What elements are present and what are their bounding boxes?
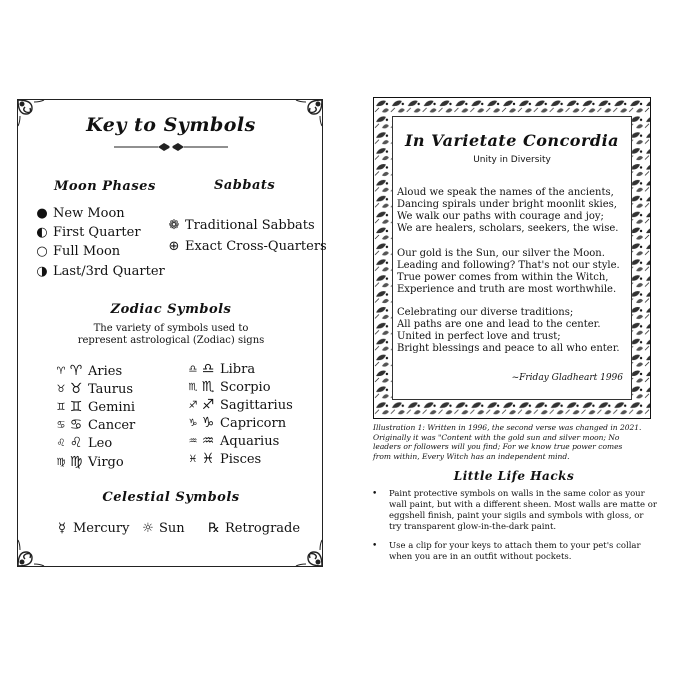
hack-line: Paint protective symbols on walls in the same color as your [389, 489, 645, 499]
zodiac-item-libra [186, 361, 255, 377]
poem-stanza [397, 307, 633, 355]
moon-phases-heading: Moon Phases [54, 179, 156, 194]
cancer-icon: ♋ [69, 417, 83, 433]
new-moon-icon: ● [36, 206, 48, 221]
zodiac-item-sagittarius [186, 397, 293, 413]
zodiac-label: Aries [88, 363, 123, 379]
caption-line: Originally it was "Content with the gold sun and silver moon; No [373, 432, 620, 442]
celestial-heading: Celestial Symbols [102, 490, 240, 505]
zodiac-item-cancer [54, 417, 135, 433]
zodiac-item-leo [54, 435, 112, 451]
aquarius-icon: ♒ [188, 435, 198, 447]
zodiac-label: Taurus [88, 381, 134, 397]
first-quarter-icon: ◐ [36, 225, 48, 240]
zodiac-item-aquarius [186, 433, 279, 449]
poem-stanza [397, 187, 633, 235]
celestial-label: Mercury [73, 521, 130, 536]
libra-icon: ♎ [188, 363, 198, 375]
key-title: Key to Symbols [86, 114, 256, 136]
aries-icon: ♈ [69, 363, 83, 379]
gemini-icon: ♊ [69, 399, 83, 415]
sun-icon: ☼ [142, 521, 154, 536]
sabbat-label: Traditional Sabbats [185, 218, 315, 233]
sabbat-item-cross-quarters [166, 239, 327, 254]
moon-item-last-quarter [34, 264, 165, 279]
moon-label: New Moon [53, 206, 125, 221]
zodiac-label: Leo [88, 435, 113, 451]
sabbat-item-traditional [166, 218, 315, 233]
taurus-icon: ♉ [69, 381, 83, 397]
sabbats-heading: Sabbats [214, 178, 276, 193]
poem-frame [373, 97, 651, 419]
retrograde-icon: ℞ [208, 521, 220, 536]
hack-line: try transparent glow-in-the-dark paint. [389, 522, 557, 532]
poem-line: Our gold is the Sun, our silver the Moon. [397, 248, 605, 259]
moon-item-new [34, 206, 125, 221]
leo-icon: ♌ [69, 435, 83, 451]
life-hack-item [372, 541, 655, 563]
wheel-icon: ❁ [168, 218, 180, 233]
flourish-divider-icon [114, 142, 228, 152]
caption-line: from within, Every Witch has an independent mind. [373, 451, 570, 461]
moon-item-first-quarter [34, 225, 141, 240]
aquarius-icon: ♒ [201, 433, 215, 449]
poem-line: Bright blessings and peace to all who enter. [397, 343, 620, 354]
caption-line: Illustration 1: Written in 1996, the second verse was changed in 2021. [373, 423, 642, 432]
celestial-item-mercury [54, 521, 129, 536]
poem-line: United in perfect love and trust; [397, 331, 561, 342]
celestial-item-retrograde [206, 521, 300, 536]
zodiac-item-gemini [54, 399, 135, 415]
zodiac-label: Virgo [88, 454, 124, 470]
zodiac-item-capricorn [186, 415, 286, 431]
sagittarius-icon: ♐ [201, 397, 215, 413]
corner-ornament-icon [294, 538, 324, 568]
pisces-icon: ♓ [201, 451, 215, 467]
moon-label: Full Moon [53, 244, 121, 259]
zodiac-label: Cancer [88, 417, 136, 433]
full-moon-icon: ○ [36, 244, 48, 259]
capricorn-icon: ♑ [201, 415, 215, 431]
moon-label: First Quarter [53, 225, 141, 240]
sagittarius-icon: ♐ [188, 399, 198, 411]
zodiac-item-aries [54, 363, 122, 379]
poem-line: All paths are one and lead to the center. [397, 319, 601, 330]
virgo-icon: ♍ [69, 454, 83, 470]
zodiac-item-scorpio [186, 379, 271, 395]
poem-title: In Varietate Concordia [404, 131, 620, 150]
cancer-icon: ♋ [56, 419, 66, 431]
zodiac-item-pisces [186, 451, 261, 467]
virgo-icon: ♍ [56, 456, 66, 468]
poem-panel [392, 116, 632, 400]
poem-subtitle: Unity in Diversity [473, 155, 551, 165]
bullet-icon: • [372, 489, 378, 499]
caption-line: leaders or followers will you find; For we know true power comes [373, 442, 623, 451]
poem-line: Leading and following? That's not our style. [397, 260, 620, 271]
poem-stanza [397, 248, 633, 296]
sabbat-label: Exact Cross-Quarters [185, 239, 327, 254]
symbol-key-card [17, 99, 327, 567]
last-quarter-icon: ◑ [36, 264, 48, 279]
zodiac-item-taurus [54, 381, 133, 397]
corner-ornament-icon [16, 538, 46, 568]
poem-line: We walk our paths with courage and joy; [397, 211, 604, 222]
bullet-icon: • [372, 541, 378, 551]
scorpio-icon: ♏ [201, 379, 215, 395]
zodiac-label: Scorpio [220, 379, 271, 395]
zodiac-label: Sagittarius [220, 397, 293, 413]
scorpio-icon: ♏ [188, 381, 198, 393]
libra-icon: ♎ [201, 361, 215, 377]
celestial-label: Sun [159, 521, 185, 536]
zodiac-label: Libra [220, 361, 256, 377]
illustration-caption [373, 423, 655, 461]
moon-item-full [34, 244, 120, 259]
hack-line: when you are in an outfit without pockets. [389, 552, 572, 562]
poem-line: Experience and truth are most worthwhile. [397, 284, 617, 295]
poem-line: True power comes from within the Witch, [397, 272, 609, 283]
capricorn-icon: ♑ [188, 417, 198, 429]
gemini-icon: ♊ [56, 401, 66, 413]
poem-line: Aloud we speak the names of the ancients, [397, 187, 614, 198]
celestial-item-sun [140, 521, 185, 536]
hack-line: eggshell finish, paint your sigils and symbols with gloss, or [389, 511, 644, 521]
celestial-label: Retrograde [225, 521, 301, 536]
poem-line: Dancing spirals under bright moonlit skies, [397, 199, 617, 210]
hack-line: wall paint, but with a different sheen. Most walls are matte or [389, 500, 657, 510]
zodiac-item-virgo [54, 454, 124, 470]
hack-line: Use a clip for your keys to attach them to your pet's collar [389, 541, 641, 551]
mercury-icon: ☿ [58, 521, 66, 536]
zodiac-label: Aquarius [220, 433, 280, 449]
zodiac-label: Pisces [220, 451, 262, 467]
zodiac-label: Gemini [88, 399, 136, 415]
zodiac-description-line-1: The variety of symbols used to [93, 323, 249, 334]
poem-line: Celebrating our diverse traditions; [397, 307, 574, 318]
aries-icon: ♈ [56, 365, 66, 377]
life-hack-item [372, 489, 657, 533]
cross-circle-icon: ⊕ [168, 239, 180, 254]
poem-attribution: ~Friday Gladheart 1996 [511, 373, 623, 383]
leo-icon: ♌ [56, 437, 66, 449]
poem-line: We are healers, scholars, seekers, the wise. [397, 223, 619, 234]
taurus-icon: ♉ [56, 383, 66, 395]
pisces-icon: ♓ [188, 453, 198, 465]
zodiac-description-line-2: represent astrological (Zodiac) signs [77, 335, 265, 346]
zodiac-label: Capricorn [220, 415, 287, 431]
life-hacks-heading: Little Life Hacks [453, 469, 575, 483]
zodiac-heading: Zodiac Symbols [110, 302, 232, 317]
moon-label: Last/3rd Quarter [53, 264, 165, 279]
